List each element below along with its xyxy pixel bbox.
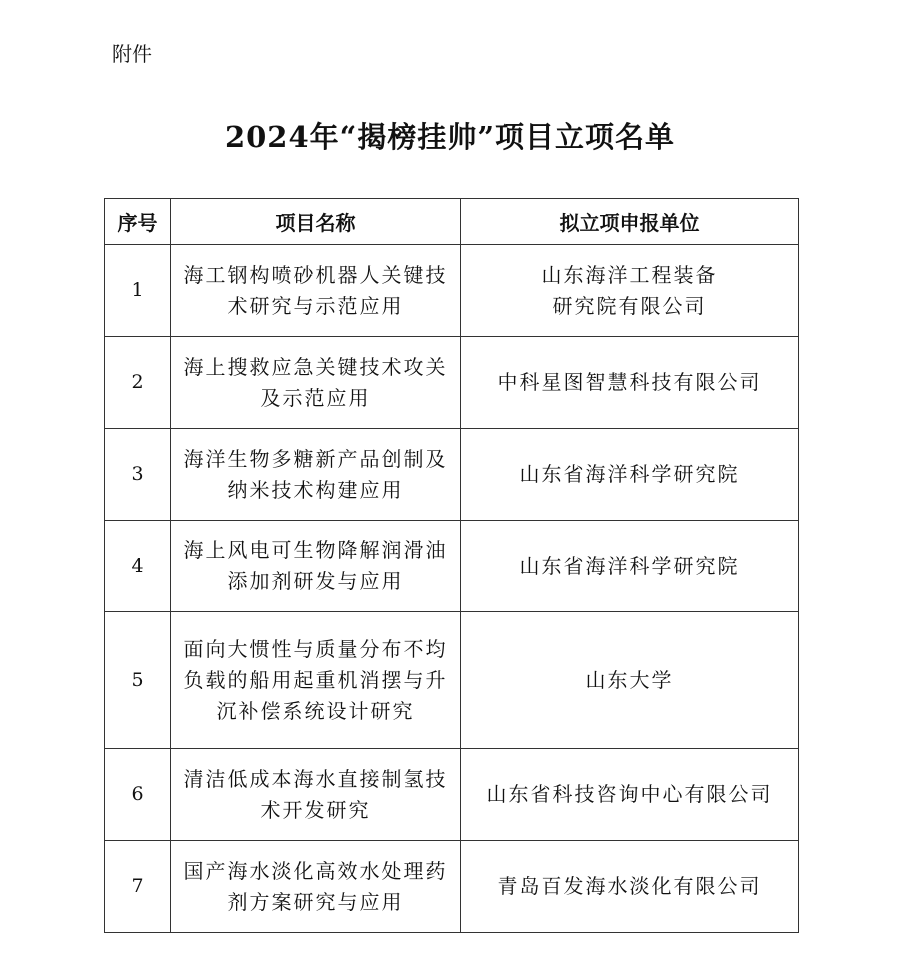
row-project-name	[171, 749, 461, 841]
applicant-unit-text: 山东省海洋科学研究院	[519, 462, 740, 486]
row-serial: 4	[105, 521, 171, 612]
row-serial: 1	[105, 245, 171, 337]
row-applicant-unit	[461, 841, 799, 933]
table-row	[105, 841, 799, 933]
row-serial: 7	[105, 841, 171, 933]
project-name-text: 国产海水淡化高效水处理药剂方案研究与应用	[183, 858, 448, 914]
table-row	[105, 612, 799, 749]
header-project-name: 项目名称	[171, 199, 461, 245]
project-name-text: 面向大惯性与质量分布不均负载的船用起重机消摆与升沉补偿系统设计研究	[183, 636, 448, 723]
row-serial: 2	[105, 337, 171, 429]
header-serial: 序号	[105, 199, 171, 245]
row-applicant-unit	[461, 749, 799, 841]
applicant-unit-text: 青岛百发海水淡化有限公司	[497, 874, 762, 898]
applicant-unit-text: 山东省海洋科学研究院	[519, 553, 740, 578]
row-applicant-unit	[461, 612, 799, 749]
table-row	[105, 245, 799, 337]
project-name-text: 清洁低成本海水直接制氢技术开发研究	[183, 766, 448, 822]
project-table	[104, 198, 799, 933]
project-name-text: 海洋生物多糖新产品创制及纳米技术构建应用	[183, 446, 448, 502]
project-name-text: 海工钢构喷砂机器人关键技术研究与示范应用	[183, 262, 448, 318]
header-applicant-unit: 拟立项申报单位	[461, 199, 799, 245]
table-row	[105, 521, 799, 612]
table-header-row	[105, 199, 799, 245]
row-project-name	[171, 429, 461, 521]
row-applicant-unit	[461, 337, 799, 429]
row-applicant-unit	[461, 245, 799, 337]
attachment-label: 附件	[112, 42, 152, 66]
row-project-name	[171, 841, 461, 933]
row-applicant-unit	[461, 429, 799, 521]
project-name-text: 海上搜救应急关键技术攻关及示范应用	[183, 354, 448, 410]
applicant-unit-text: 中科星图智慧科技有限公司	[497, 370, 762, 394]
row-applicant-unit	[461, 521, 799, 612]
row-project-name	[171, 245, 461, 337]
row-project-name	[171, 337, 461, 429]
row-serial: 6	[105, 749, 171, 841]
row-serial: 3	[105, 429, 171, 521]
applicant-unit-text: 山东省科技咨询中心有限公司	[486, 782, 773, 806]
row-serial: 5	[105, 612, 171, 749]
document-title: 2024年“揭榜挂帅”项目立项名单	[224, 120, 676, 154]
table-row	[105, 429, 799, 521]
table-row	[105, 337, 799, 429]
row-project-name	[171, 612, 461, 749]
project-name-text: 海上风电可生物降解润滑油添加剂研发与应用	[183, 538, 448, 593]
table-row	[105, 749, 799, 841]
applicant-unit-text: 山东海洋工程装备研究院有限公司	[541, 262, 718, 318]
applicant-unit-text: 山东大学	[585, 667, 674, 692]
row-project-name	[171, 521, 461, 612]
